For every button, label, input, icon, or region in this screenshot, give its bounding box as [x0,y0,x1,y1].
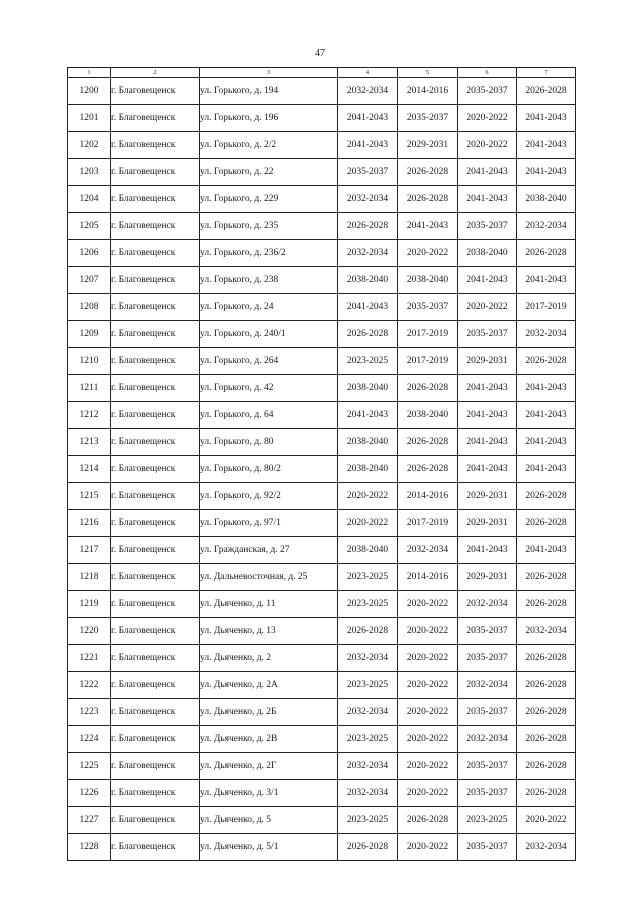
city-cell: г. Благовещенск [111,726,200,753]
city-cell: г. Благовещенск [111,105,200,132]
header-row [68,68,576,78]
row-number: 1200 [68,78,111,105]
address-cell: ул. Дьяченко, д. 2 [200,645,338,672]
address-cell: ул. Дьяченко, д. 2А [200,672,338,699]
period-cell: 2035-2037 [458,78,517,105]
table-row [68,726,576,753]
row-number: 1203 [68,159,111,186]
period-cell: 2026-2028 [338,321,398,348]
city-cell: г. Благовещенск [111,294,200,321]
city-cell: г. Благовещенск [111,456,200,483]
row-number: 1221 [68,645,111,672]
period-cell: 2026-2028 [517,78,576,105]
period-cell: 2041-2043 [458,267,517,294]
table-row [68,591,576,618]
table-row [68,618,576,645]
city-cell: г. Благовещенск [111,429,200,456]
period-cell: 2020-2022 [398,672,458,699]
period-cell: 2026-2028 [517,510,576,537]
period-cell: 2035-2037 [458,753,517,780]
period-cell: 2035-2037 [398,294,458,321]
city-cell: г. Благовещенск [111,645,200,672]
period-cell: 2023-2025 [338,807,398,834]
column-header: 6 [458,68,517,78]
table-row [68,159,576,186]
page-number: 47 [315,48,325,59]
period-cell: 2041-2043 [458,402,517,429]
period-cell: 2041-2043 [458,537,517,564]
table-row [68,321,576,348]
period-cell: 2035-2037 [458,321,517,348]
table-row [68,132,576,159]
city-cell: г. Благовещенск [111,780,200,807]
period-cell: 2026-2028 [517,753,576,780]
period-cell: 2032-2034 [338,240,398,267]
address-cell: ул. Дальневосточная, д. 25 [200,564,338,591]
table-row [68,456,576,483]
table-row [68,834,576,861]
address-cell: ул. Горького, д. 2/2 [200,132,338,159]
period-cell: 2026-2028 [398,456,458,483]
row-number: 1204 [68,186,111,213]
period-cell: 2014-2016 [398,483,458,510]
period-cell: 2020-2022 [398,591,458,618]
period-cell: 2032-2034 [338,753,398,780]
address-cell: ул. Дьяченко, д. 13 [200,618,338,645]
period-cell: 2020-2022 [398,618,458,645]
row-number: 1206 [68,240,111,267]
address-cell: ул. Горького, д. 196 [200,105,338,132]
city-cell: г. Благовещенск [111,699,200,726]
row-number: 1207 [68,267,111,294]
period-cell: 2020-2022 [458,294,517,321]
period-cell: 2035-2037 [458,780,517,807]
period-cell: 2041-2043 [517,105,576,132]
period-cell: 2041-2043 [517,132,576,159]
period-cell: 2017-2019 [398,321,458,348]
period-cell: 2035-2037 [458,834,517,861]
city-cell: г. Благовещенск [111,267,200,294]
row-number: 1223 [68,699,111,726]
period-cell: 2029-2031 [458,483,517,510]
city-cell: г. Благовещенск [111,564,200,591]
table-row [68,564,576,591]
period-cell: 2032-2034 [398,537,458,564]
period-cell: 2038-2040 [338,537,398,564]
period-cell: 2026-2028 [517,240,576,267]
row-number: 1217 [68,537,111,564]
period-cell: 2041-2043 [517,267,576,294]
period-cell: 2026-2028 [517,348,576,375]
period-cell: 2026-2028 [398,429,458,456]
period-cell: 2032-2034 [338,645,398,672]
period-cell: 2038-2040 [398,402,458,429]
city-cell: г. Благовещенск [111,78,200,105]
row-number: 1202 [68,132,111,159]
address-cell: ул. Дьяченко, д. 2Г [200,753,338,780]
city-cell: г. Благовещенск [111,753,200,780]
period-cell: 2041-2043 [517,375,576,402]
row-number: 1228 [68,834,111,861]
row-number: 1213 [68,429,111,456]
table-row [68,645,576,672]
period-cell: 2035-2037 [458,645,517,672]
period-cell: 2041-2043 [398,213,458,240]
row-number: 1212 [68,402,111,429]
period-cell: 2029-2031 [458,348,517,375]
address-cell: ул. Дьяченко, д. 2Б [200,699,338,726]
period-cell: 2041-2043 [338,402,398,429]
period-cell: 2038-2040 [398,267,458,294]
city-cell: г. Благовещенск [111,483,200,510]
period-cell: 2020-2022 [398,726,458,753]
address-cell: ул. Гражданская, д. 27 [200,537,338,564]
registry-table [67,67,576,861]
address-cell: ул. Горького, д. 80 [200,429,338,456]
address-cell: ул. Дьяченко, д. 5 [200,807,338,834]
table-body [68,78,576,861]
period-cell: 2020-2022 [398,834,458,861]
table-row [68,186,576,213]
period-cell: 2038-2040 [338,267,398,294]
period-cell: 2041-2043 [338,105,398,132]
period-cell: 2038-2040 [338,375,398,402]
period-cell: 2032-2034 [458,726,517,753]
period-cell: 2023-2025 [338,672,398,699]
city-cell: г. Благовещенск [111,537,200,564]
period-cell: 2026-2028 [517,699,576,726]
city-cell: г. Благовещенск [111,591,200,618]
period-cell: 2038-2040 [338,456,398,483]
city-cell: г. Благовещенск [111,672,200,699]
row-number: 1218 [68,564,111,591]
address-cell: ул. Горького, д. 236/2 [200,240,338,267]
period-cell: 2041-2043 [338,294,398,321]
address-cell: ул. Дьяченко, д. 5/1 [200,834,338,861]
period-cell: 2023-2025 [338,348,398,375]
address-cell: ул. Горького, д. 64 [200,402,338,429]
address-cell: ул. Горького, д. 229 [200,186,338,213]
address-cell: ул. Горького, д. 42 [200,375,338,402]
column-header: 3 [200,68,338,78]
period-cell: 2029-2031 [398,132,458,159]
period-cell: 2041-2043 [458,186,517,213]
period-cell: 2041-2043 [517,402,576,429]
address-cell: ул. Горького, д. 194 [200,78,338,105]
table-row [68,375,576,402]
period-cell: 2020-2022 [458,132,517,159]
period-cell: 2032-2034 [338,186,398,213]
row-number: 1211 [68,375,111,402]
table-row [68,213,576,240]
table-row [68,537,576,564]
period-cell: 2041-2043 [458,159,517,186]
period-cell: 2026-2028 [517,726,576,753]
address-cell: ул. Дьяченко, д. 11 [200,591,338,618]
period-cell: 2032-2034 [517,321,576,348]
period-cell: 2026-2028 [398,375,458,402]
period-cell: 2017-2019 [398,510,458,537]
period-cell: 2026-2028 [517,645,576,672]
period-cell: 2020-2022 [458,105,517,132]
city-cell: г. Благовещенск [111,402,200,429]
row-number: 1209 [68,321,111,348]
city-cell: г. Благовещенск [111,834,200,861]
address-cell: ул. Горького, д. 80/2 [200,456,338,483]
period-cell: 2020-2022 [338,510,398,537]
table-row [68,402,576,429]
period-cell: 2026-2028 [338,618,398,645]
table-row [68,672,576,699]
row-number: 1220 [68,618,111,645]
city-cell: г. Благовещенск [111,132,200,159]
period-cell: 2041-2043 [517,159,576,186]
period-cell: 2038-2040 [458,240,517,267]
period-cell: 2032-2034 [338,699,398,726]
table-row [68,753,576,780]
city-cell: г. Благовещенск [111,240,200,267]
address-cell: ул. Горького, д. 22 [200,159,338,186]
period-cell: 2026-2028 [517,564,576,591]
row-number: 1227 [68,807,111,834]
period-cell: 2035-2037 [338,159,398,186]
period-cell: 2041-2043 [458,375,517,402]
address-cell: ул. Горького, д. 240/1 [200,321,338,348]
period-cell: 2020-2022 [338,483,398,510]
period-cell: 2026-2028 [517,672,576,699]
table-row [68,294,576,321]
row-number: 1205 [68,213,111,240]
period-cell: 2041-2043 [517,456,576,483]
table-row [68,483,576,510]
table-row [68,510,576,537]
period-cell: 2041-2043 [458,456,517,483]
period-cell: 2026-2028 [398,186,458,213]
address-cell: ул. Дьяченко, д. 2В [200,726,338,753]
period-cell: 2032-2034 [458,591,517,618]
period-cell: 2032-2034 [517,213,576,240]
table-row [68,699,576,726]
table-row [68,807,576,834]
period-cell: 2038-2040 [338,429,398,456]
row-number: 1201 [68,105,111,132]
period-cell: 2032-2034 [517,834,576,861]
period-cell: 2032-2034 [338,780,398,807]
row-number: 1210 [68,348,111,375]
period-cell: 2020-2022 [398,240,458,267]
period-cell: 2026-2028 [517,780,576,807]
period-cell: 2035-2037 [458,213,517,240]
period-cell: 2035-2037 [398,105,458,132]
period-cell: 2017-2019 [517,294,576,321]
table-row [68,780,576,807]
city-cell: г. Благовещенск [111,213,200,240]
period-cell: 2029-2031 [458,510,517,537]
period-cell: 2023-2025 [338,726,398,753]
row-number: 1225 [68,753,111,780]
city-cell: г. Благовещенск [111,348,200,375]
city-cell: г. Благовещенск [111,321,200,348]
table-row [68,348,576,375]
period-cell: 2041-2043 [458,429,517,456]
column-header: 2 [111,68,200,78]
city-cell: г. Благовещенск [111,618,200,645]
period-cell: 2041-2043 [338,132,398,159]
period-cell: 2032-2034 [517,618,576,645]
period-cell: 2020-2022 [398,645,458,672]
period-cell: 2014-2016 [398,78,458,105]
city-cell: г. Благовещенск [111,807,200,834]
period-cell: 2035-2037 [458,699,517,726]
row-number: 1224 [68,726,111,753]
period-cell: 2026-2028 [517,591,576,618]
row-number: 1208 [68,294,111,321]
period-cell: 2035-2037 [458,618,517,645]
address-cell: ул. Горького, д. 92/2 [200,483,338,510]
row-number: 1216 [68,510,111,537]
row-number: 1219 [68,591,111,618]
address-cell: ул. Горького, д. 24 [200,294,338,321]
period-cell: 2026-2028 [398,807,458,834]
period-cell: 2041-2043 [517,429,576,456]
period-cell: 2014-2016 [398,564,458,591]
row-number: 1222 [68,672,111,699]
row-number: 1226 [68,780,111,807]
row-number: 1215 [68,483,111,510]
period-cell: 2023-2025 [338,564,398,591]
city-cell: г. Благовещенск [111,375,200,402]
city-cell: г. Благовещенск [111,159,200,186]
period-cell: 2023-2025 [458,807,517,834]
address-cell: ул. Горького, д. 235 [200,213,338,240]
table-row [68,78,576,105]
period-cell: 2026-2028 [517,483,576,510]
address-cell: ул. Дьяченко, д. 3/1 [200,780,338,807]
period-cell: 2026-2028 [398,159,458,186]
period-cell: 2026-2028 [338,213,398,240]
column-header: 5 [398,68,458,78]
address-cell: ул. Горького, д. 238 [200,267,338,294]
column-header: 4 [338,68,398,78]
table-row [68,240,576,267]
row-number: 1214 [68,456,111,483]
period-cell: 2020-2022 [398,780,458,807]
table-row [68,267,576,294]
period-cell: 2020-2022 [398,753,458,780]
period-cell: 2041-2043 [517,537,576,564]
city-cell: г. Благовещенск [111,186,200,213]
table-row [68,429,576,456]
period-cell: 2038-2040 [517,186,576,213]
period-cell: 2017-2019 [398,348,458,375]
table-row [68,105,576,132]
period-cell: 2020-2022 [398,699,458,726]
address-cell: ул. Горького, д. 97/1 [200,510,338,537]
period-cell: 2032-2034 [338,78,398,105]
period-cell: 2023-2025 [338,591,398,618]
period-cell: 2026-2028 [338,834,398,861]
column-header: 1 [68,68,111,78]
address-cell: ул. Горького, д. 264 [200,348,338,375]
period-cell: 2020-2022 [517,807,576,834]
period-cell: 2029-2031 [458,564,517,591]
column-header: 7 [517,68,576,78]
city-cell: г. Благовещенск [111,510,200,537]
period-cell: 2032-2034 [458,672,517,699]
